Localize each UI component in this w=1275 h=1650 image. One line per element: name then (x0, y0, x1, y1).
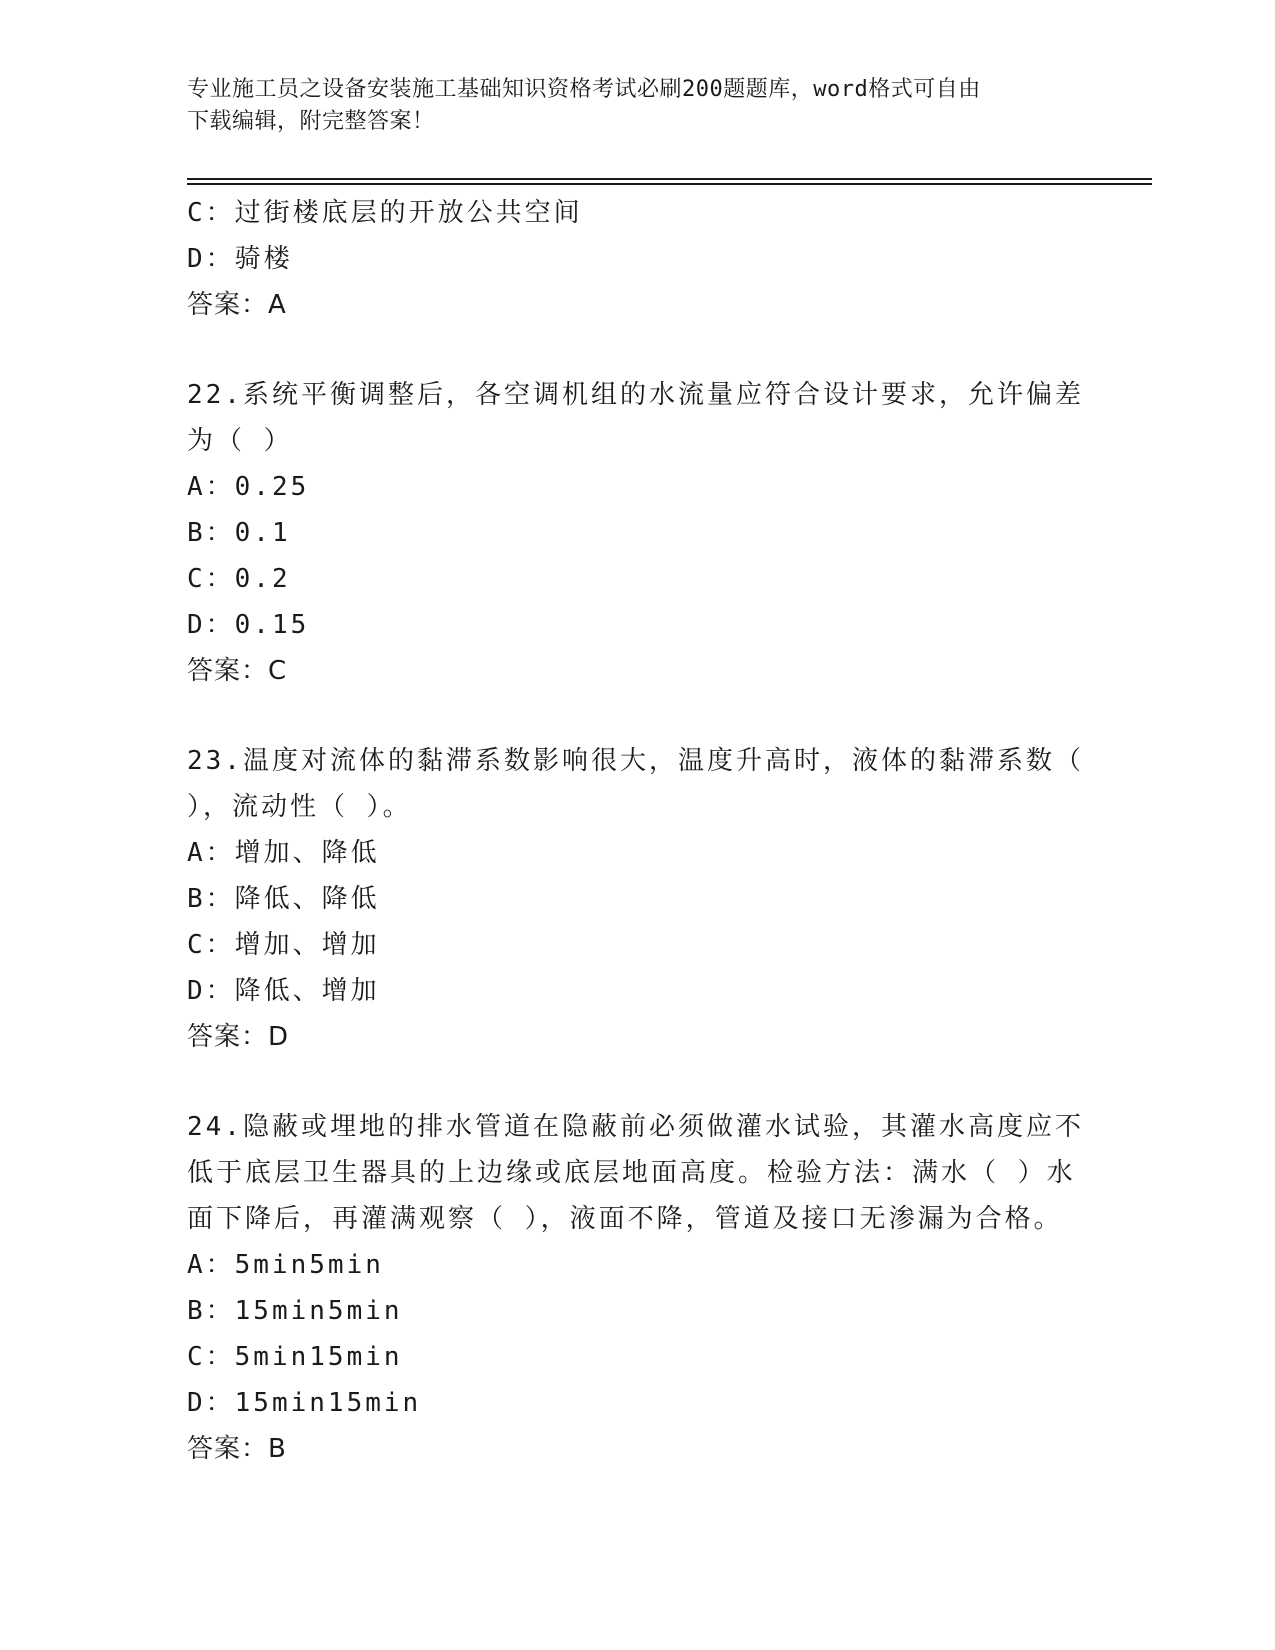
q24-option-d: D：15min15min (187, 1388, 422, 1418)
q22-answer: 答案：C (187, 656, 288, 686)
q23-stem-line-2: ），流动性（ ）。 (187, 792, 412, 822)
q23-option-a: A：增加、降低 (187, 838, 380, 868)
document-header (187, 74, 1067, 138)
q23-option-d: D：降低、增加 (187, 976, 380, 1006)
q21-option-d: D：骑楼 (187, 244, 293, 274)
question-21 (187, 190, 1087, 328)
q22-stem-line-2: 为（ ） (187, 426, 293, 456)
question-23 (187, 738, 1087, 1060)
header-divider-bottom (187, 183, 1152, 185)
q21-option-c: C：过街楼底层的开放公共空间 (187, 198, 583, 228)
q23-answer: 答案：D (187, 1022, 290, 1052)
q22-option-c: C：0.2 (187, 564, 291, 594)
q22-stem-line-1: 22.系统平衡调整后，各空调机组的水流量应符合设计要求，允许偏差 (187, 380, 1084, 410)
q24-stem-line-2: 低于底层卫生器具的上边缘或底层地面高度。检验方法：满水（ ）水 (187, 1158, 1076, 1188)
q24-option-c: C：5min15min (187, 1342, 403, 1372)
q24-option-a: A：5min5min (187, 1250, 384, 1280)
question-22 (187, 372, 1087, 694)
header-line-2: 下载编辑，附完整答案！ (187, 109, 435, 134)
q24-answer: 答案：B (187, 1434, 287, 1464)
q24-stem-line-1: 24.隐蔽或埋地的排水管道在隐蔽前必须做灌水试验，其灌水高度应不 (187, 1112, 1084, 1142)
question-24 (187, 1104, 1087, 1472)
q21-answer: 答案：A (187, 290, 287, 320)
q24-stem-line-3: 面下降后，再灌满观察（ ），液面不降，管道及接口无渗漏为合格。 (187, 1204, 1063, 1234)
q22-option-b: B：0.1 (187, 518, 291, 548)
q22-option-a: A：0.25 (187, 472, 310, 502)
q23-option-b: B：降低、降低 (187, 884, 380, 914)
q22-option-d: D：0.15 (187, 610, 310, 640)
question-content (187, 190, 1087, 1472)
header-divider-top (187, 178, 1152, 180)
header-line-1: 专业施工员之设备安装施工基础知识资格考试必刷200题题库，word格式可自由 (187, 77, 981, 102)
q23-stem-line-1: 23.温度对流体的黏滞系数影响很大，温度升高时，液体的黏滞系数（ (187, 746, 1084, 776)
q23-option-c: C：增加、增加 (187, 930, 380, 960)
q24-option-b: B：15min5min (187, 1296, 403, 1326)
